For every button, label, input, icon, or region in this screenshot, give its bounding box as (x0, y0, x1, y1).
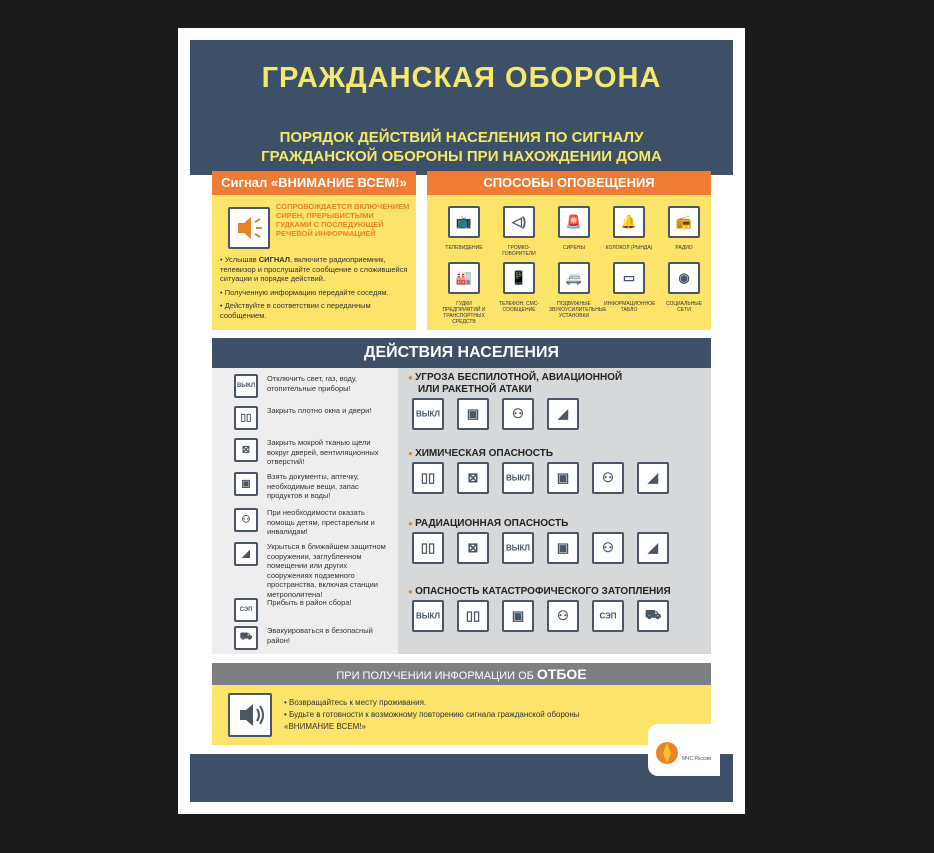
documents-kit-icon (547, 462, 579, 494)
poster-subtitle (190, 128, 733, 166)
notify-bar: СПОСОБЫ ОПОВЕЩЕНИЯ (427, 171, 711, 195)
documents-kit-icon (457, 398, 489, 430)
notify-item (604, 262, 654, 314)
actions-panel (212, 368, 711, 654)
bullet-dot: ● (408, 373, 416, 382)
tv-icon (448, 206, 480, 238)
hazard-glyph: СЭП (599, 611, 617, 621)
hazard-glyph: ◢ (558, 406, 568, 421)
cancel-bullet-2: • Будьте в готовности к возможному повторению сигнала гражданской обороны «ВНИМАНИЕ ВСЕМ!» (284, 710, 580, 731)
help-people-icon (547, 600, 579, 632)
close-windows-icon (234, 406, 258, 430)
close-windows-icon (412, 462, 444, 494)
action-glyph: ▣ (241, 478, 251, 490)
notify-glyph: 📱 (510, 270, 528, 285)
poster-title: ГРАЖДАНСКАЯ ОБОРОНА (261, 62, 662, 94)
hazard-glyph: ▯▯ (420, 540, 436, 555)
action-text: Закрыть плотно окна и двери! (267, 406, 372, 415)
action-text: Укрыться в ближайшем защитном сооружении, заглубленном помещении или других сооружениях подземного пространства, включая станции метрополитена! (267, 542, 386, 599)
hazard-glyph: ◢ (648, 470, 658, 485)
seal-gaps-icon (234, 438, 258, 462)
hazard-title-line-1: УГРОЗА БЕСПИЛОТНОЙ, АВИАЦИОННОЙ (415, 372, 623, 383)
bullet-dot: ● (408, 449, 416, 458)
cancel-bullets (284, 697, 584, 733)
hazard-glyph: ⚇ (602, 540, 614, 555)
info-board-icon (613, 262, 645, 294)
shelter-icon (234, 542, 258, 566)
hazard-glyph: ВЫКЛ (505, 473, 531, 483)
notify-glyph: ◁) (511, 214, 527, 229)
action-text: Эвакуироваться в безопасный район! (267, 626, 373, 645)
help-people-icon (234, 508, 258, 532)
action-glyph: ⚇ (241, 514, 251, 526)
close-windows-icon (457, 600, 489, 632)
emblem-icon (654, 738, 680, 768)
action-text: Взять документы, аптечку, необходимые вещи, запас продуктов и воды! (267, 472, 359, 500)
notify-item (604, 206, 654, 258)
help-people-icon (592, 462, 624, 494)
hazard-glyph: ▣ (466, 406, 480, 421)
speaker-icon (228, 207, 270, 249)
hazard-title-line-2: ИЛИ РАКЕТНОЙ АТАКИ (418, 384, 532, 395)
help-people-icon (502, 398, 534, 430)
shelter-icon (637, 462, 669, 494)
hazard-glyph: ⚇ (602, 470, 614, 485)
switch-off-icon (412, 600, 444, 632)
shelter-icon (547, 398, 579, 430)
notify-item (494, 206, 544, 258)
documents-kit-icon (502, 600, 534, 632)
signal-description: СОПРОВОЖДАЕТСЯ ВКЛЮЧЕНИЕМ СИРЕН, ПРЕРЫВИСТЫМИ ГУДКАМИ С ПОСЛЕДУЮЩЕЙ РЕЧЕВОЙ ИНФОРМАЦИЕЙ (276, 202, 410, 238)
hazard-glyph: ▣ (511, 608, 525, 623)
hazard-glyph: ВЫКЛ (415, 409, 441, 419)
notify-label: СОЦИАЛЬНЫЕ СЕТИ (665, 301, 703, 313)
hazard-title (408, 372, 708, 396)
signal-box (212, 171, 416, 330)
hazard-glyph: ⊠ (467, 470, 479, 485)
help-people-icon (592, 532, 624, 564)
notify-label: СИРЕНЫ (563, 245, 585, 251)
notify-glyph: 🏭 (455, 270, 473, 285)
loudspeaker-icon (503, 206, 535, 238)
notify-label: ГУДКИ ПРЕДПРИЯТИЙ И ТРАНСПОРТНЫХ СРЕДСТВ (442, 301, 486, 325)
hazard-glyph: ⛟ (644, 607, 662, 622)
poster (178, 28, 745, 814)
switch-off-icon (502, 462, 534, 494)
signal-bullet-2: • Полученную информацию передайте соседям. (220, 287, 389, 297)
hazard-glyph: ⚇ (512, 406, 524, 421)
signal-bar: Сигнал «ВНИМАНИЕ ВСЕМ!» (212, 171, 416, 195)
hazard-glyph: ▯▯ (420, 470, 436, 485)
hazard-glyph: ▣ (556, 470, 570, 485)
hazard-glyph: ▣ (556, 540, 570, 555)
notify-glyph: 📻 (675, 214, 693, 229)
action-glyph: ⊠ (241, 444, 251, 456)
logo-area (648, 724, 720, 776)
action-text: Отключить свет, газ, воду, отопительные приборы! (267, 374, 357, 393)
notify-label: КОЛОКОЛ (РЫНДА) (605, 245, 653, 251)
signal-bullet-3: • Действуйте в соответствии с переданным сообщением. (220, 301, 371, 320)
notify-label: ИНФОРМАЦИОННОЕ ТАБЛО (604, 301, 656, 313)
notify-glyph: 🔔 (620, 214, 638, 229)
seal-gaps-icon (457, 462, 489, 494)
signal-bullet-1: • Услышав СИГНАЛ, включите радиоприемник, телевизор и прослушайте сообщение о сложившейся ситуации и порядке действий. (220, 255, 408, 283)
notify-glyph: 📺 (455, 214, 473, 229)
notify-item (659, 262, 709, 314)
evacuate-icon (234, 626, 258, 650)
documents-kit-icon (547, 532, 579, 564)
assembly-point-icon (234, 598, 258, 622)
hazard-title (408, 586, 708, 598)
subtitle-line-2: ГРАЖДАНСКОЙ ОБОРОНЫ ПРИ НАХОЖДЕНИИ ДОМА (261, 148, 662, 165)
close-windows-icon (412, 532, 444, 564)
notify-item (549, 206, 599, 258)
cancel-bullet-1: • Возвращайтесь к месту проживания. (284, 698, 427, 707)
notify-glyph: 🚨 (565, 214, 583, 229)
notify-item (494, 262, 544, 314)
notify-label: ТЕЛЕВИДЕНИЕ (445, 245, 483, 251)
switch-off-icon (412, 398, 444, 430)
evacuate-icon (637, 600, 669, 632)
notify-box (427, 171, 711, 330)
phone-icon (503, 262, 535, 294)
action-glyph: ▯▯ (240, 412, 252, 424)
switch-off-icon (502, 532, 534, 564)
siren-icon (558, 206, 590, 238)
radio-icon (668, 206, 700, 238)
switch-off-icon (234, 374, 258, 398)
hazard-glyph: ◢ (648, 540, 658, 555)
notify-item (659, 206, 709, 258)
notify-glyph: ▭ (622, 270, 636, 285)
notify-item (439, 206, 489, 258)
hazard-title (408, 448, 708, 460)
hazard-title-line-1: ОПАСНОСТЬ КАТАСТРОФИЧЕСКОГО ЗАТОПЛЕНИЯ (415, 586, 671, 597)
action-text: Закрыть мокрой тканью щели вокруг дверей, вентиляционных отверстий! (267, 438, 379, 466)
seal-gaps-icon (457, 532, 489, 564)
poster-header (190, 40, 733, 175)
hazard-title (408, 518, 708, 530)
hazard-glyph: ВЫКЛ (415, 611, 441, 621)
action-glyph: ⛟ (239, 631, 253, 643)
action-glyph: ◢ (242, 548, 250, 560)
notify-label: ПОДВИЖНЫЕ ЗВУКОУСИЛИТЕЛЬНЫЕ УСТАНОВКИ (549, 301, 607, 319)
hazard-glyph: ▯▯ (465, 608, 481, 623)
speaker-icon (228, 693, 272, 737)
action-text: Прибыть в район сбора! (267, 598, 352, 607)
hazard-glyph: ВЫКЛ (505, 543, 531, 553)
assembly-point-icon (592, 600, 624, 632)
hazard-title-line-1: ХИМИЧЕСКАЯ ОПАСНОСТЬ (415, 448, 554, 459)
action-glyph: СЭП (239, 607, 253, 613)
signal-bullets (220, 255, 410, 320)
hazard-glyph: ⊠ (467, 540, 479, 555)
subtitle-line-1: ПОРЯДОК ДЕЙСТВИЙ НАСЕЛЕНИЯ ПО СИГНАЛУ (279, 129, 644, 146)
bell-icon (613, 206, 645, 238)
notify-item (439, 262, 489, 325)
hazard-glyph: ⚇ (557, 608, 569, 623)
cancel-bar: ПРИ ПОЛУЧЕНИИ ИНФОРМАЦИИ ОБ ОТБОЕ (212, 663, 711, 685)
factory-horn-icon (448, 262, 480, 294)
actions-bar: ДЕЙСТВИЯ НАСЕЛЕНИЯ (212, 338, 711, 368)
mobile-speaker-icon (558, 262, 590, 294)
social-networks-icon (668, 262, 700, 294)
cancel-box (212, 685, 711, 745)
logo-text: МЧС России (682, 756, 711, 762)
actions-list (212, 368, 398, 654)
hazard-title-line-1: РАДИАЦИОННАЯ ОПАСНОСТЬ (415, 518, 569, 529)
shelter-icon (637, 532, 669, 564)
notify-item (549, 262, 607, 319)
action-text: При необходимости оказать помощь детям, престарелым и инвалидам! (267, 508, 375, 536)
notify-glyph: 🚐 (565, 270, 583, 285)
action-glyph: ВЫКЛ (236, 383, 256, 389)
bullet-dot: ● (408, 519, 416, 528)
notify-label: РАДИО (675, 245, 693, 251)
notify-label: ТЕЛЕФОН, СМС-СООБЩЕНИЕ (498, 301, 540, 313)
notify-glyph: ◉ (678, 270, 690, 285)
documents-kit-icon (234, 472, 258, 496)
notify-label: ГРОМКО-ГОВОРИТЕЛИ (502, 245, 536, 257)
bullet-dot: ● (408, 587, 416, 596)
